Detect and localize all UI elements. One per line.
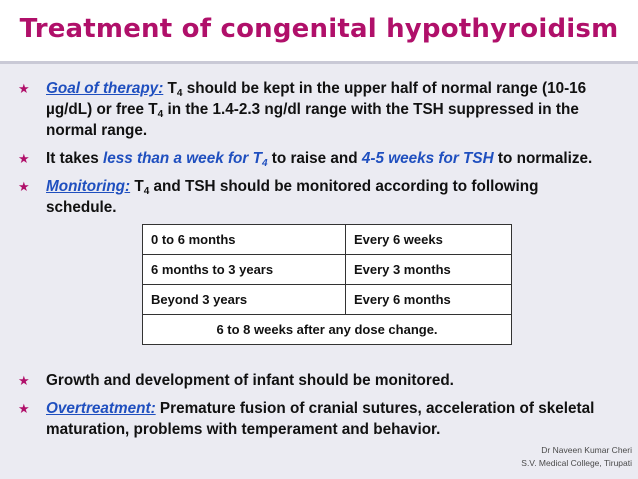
bullet-monitoring bbox=[10, 176, 610, 345]
credit-institution: S.V. Medical College, Tirupati bbox=[521, 458, 632, 468]
monitoring-text: and TSH should be monitored according to following schedule. bbox=[46, 178, 539, 216]
table-row bbox=[143, 285, 512, 315]
star-bullet-icon: ★ bbox=[18, 151, 30, 166]
tsh-time-highlight: 4-5 weeks for TSH bbox=[361, 150, 494, 167]
author-credit bbox=[521, 444, 632, 470]
bullet-growth bbox=[10, 370, 610, 391]
monitoring-t4-subscript: 4 bbox=[143, 186, 150, 197]
monitoring-label: Monitoring: bbox=[46, 178, 131, 195]
title-divider bbox=[0, 61, 638, 64]
t4-time-text: less than a week for T bbox=[102, 150, 262, 167]
bullet-goal-of-therapy bbox=[10, 78, 610, 141]
bullet-list bbox=[10, 78, 610, 447]
table-row bbox=[143, 225, 512, 255]
slide-title: Treatment of congenital hypothyroidism bbox=[19, 14, 619, 44]
schedule-frequency-cell: Every 3 months bbox=[345, 255, 511, 285]
overtreatment-label: Overtreatment: bbox=[46, 400, 156, 417]
bullet-normalization bbox=[10, 148, 610, 169]
goal-text-a: should be kept in the upper half of normal range (10-16 µg/dL) or free T bbox=[46, 80, 587, 118]
normalize-post: to normalize. bbox=[493, 150, 593, 167]
goal-text-b: in the 1.4-2.3 ng/dl range with the TSH suppressed in the normal range. bbox=[46, 101, 579, 139]
normalize-mid: to raise and bbox=[267, 150, 362, 167]
schedule-age-cell: 6 months to 3 years bbox=[143, 255, 346, 285]
star-bullet-icon: ★ bbox=[18, 401, 30, 416]
schedule-footer-cell: 6 to 8 weeks after any dose change. bbox=[143, 315, 512, 345]
table-row bbox=[143, 255, 512, 285]
schedule-age-cell: Beyond 3 years bbox=[143, 285, 346, 315]
t4-prefix: T bbox=[163, 80, 177, 97]
credit-name: Dr Naveen Kumar Cheri bbox=[541, 445, 632, 455]
star-bullet-icon: ★ bbox=[18, 373, 30, 388]
growth-text: Growth and development of infant should be monitored. bbox=[46, 372, 454, 389]
star-bullet-icon: ★ bbox=[18, 179, 30, 194]
spacer bbox=[10, 352, 610, 370]
goal-label: Goal of therapy: bbox=[46, 80, 164, 97]
bullet-overtreatment bbox=[10, 398, 610, 440]
t4-time-subscript: 4 bbox=[261, 158, 268, 169]
normalize-pre: It takes bbox=[46, 150, 103, 167]
free-t4-subscript: 4 bbox=[157, 109, 164, 120]
schedule-frequency-cell: Every 6 weeks bbox=[345, 225, 511, 255]
table-row bbox=[143, 315, 512, 345]
star-bullet-icon: ★ bbox=[18, 81, 30, 96]
schedule-frequency-cell: Every 6 months bbox=[345, 285, 511, 315]
t4-time-highlight bbox=[103, 150, 268, 167]
t4-subscript: 4 bbox=[176, 88, 183, 99]
monitoring-schedule-table bbox=[142, 224, 512, 345]
schedule-age-cell: 0 to 6 months bbox=[143, 225, 346, 255]
overtreatment-text: Premature fusion of cranial sutures, acceleration of skeletal maturation, problems with temperament and behavior. bbox=[46, 400, 595, 438]
monitoring-t4: T bbox=[130, 178, 144, 195]
